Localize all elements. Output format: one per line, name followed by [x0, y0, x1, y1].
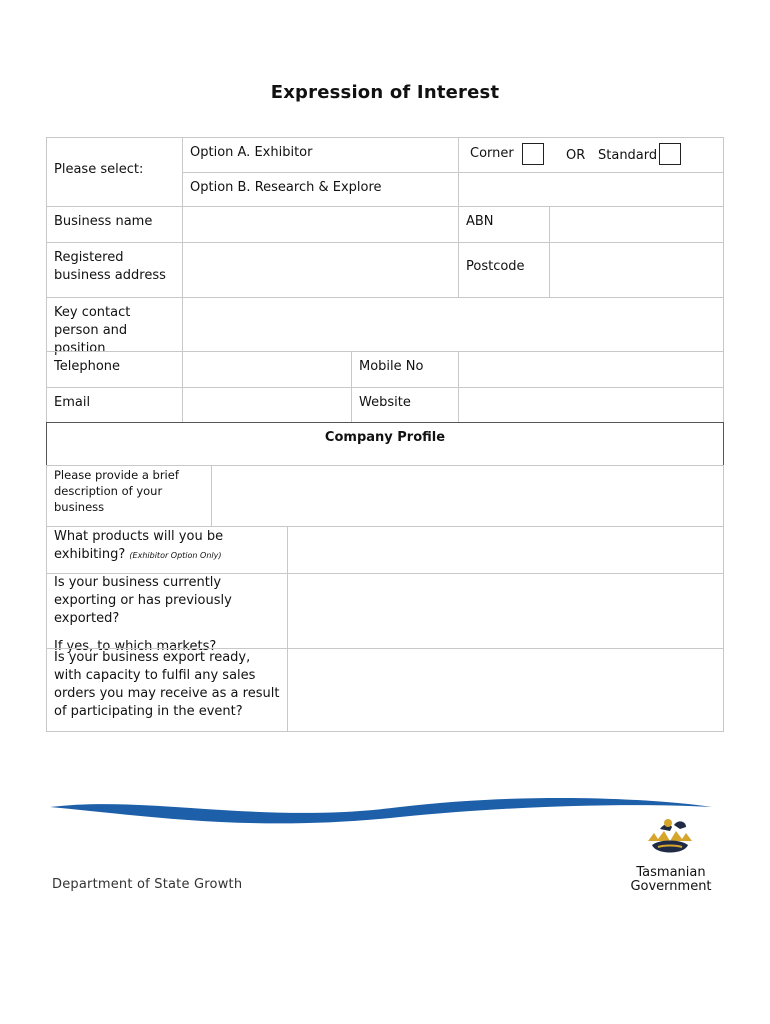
- export-ready-label-cell: [46, 648, 288, 732]
- export-ready-label: Is your business export ready, with capacity to fulfil any sales orders you may receive as a result of participating in the event?: [54, 650, 280, 719]
- option-b-cell[interactable]: [182, 172, 459, 207]
- business-name-label-cell: [46, 206, 183, 243]
- company-profile-title: Company Profile: [324, 430, 446, 445]
- exporting-label: Is your business currently exporting or has previously exported?: [54, 575, 232, 626]
- exporting-label-cell: [46, 573, 288, 654]
- telephone-field[interactable]: [182, 351, 352, 388]
- abn-label-cell: [458, 206, 550, 243]
- government-wordmark: [624, 866, 718, 894]
- address-label-cell: [46, 242, 183, 298]
- key-contact-field[interactable]: [182, 297, 724, 352]
- or-label: OR: [566, 148, 586, 163]
- products-label-cell: [46, 526, 288, 574]
- key-contact-label-cell: [46, 297, 183, 356]
- exporting-field[interactable]: [287, 573, 724, 649]
- telephone-label-cell: [46, 351, 183, 388]
- products-note: (Exhibitor Option Only): [129, 551, 222, 560]
- description-label-cell: [46, 465, 212, 527]
- option-b-extra-cell: [458, 172, 724, 207]
- description-label: Please provide a brief description of your business: [54, 468, 179, 514]
- export-ready-field[interactable]: [287, 648, 724, 732]
- business-name-field[interactable]: [182, 206, 459, 243]
- please-select-label: Please select:: [54, 162, 144, 177]
- standard-checkbox[interactable]: [659, 143, 681, 165]
- gov-line-1: Tasmanian: [636, 865, 706, 880]
- postcode-field[interactable]: [549, 242, 724, 298]
- markets-label: If yes, to which markets?: [54, 639, 217, 654]
- address-field[interactable]: [182, 242, 459, 298]
- abn-field[interactable]: [549, 206, 724, 243]
- products-field[interactable]: [287, 526, 724, 574]
- email-field[interactable]: [182, 387, 352, 423]
- option-a-cell[interactable]: [182, 137, 459, 173]
- gov-line-2: Government: [630, 879, 712, 894]
- mobile-field[interactable]: [458, 351, 724, 388]
- standard-label: Standard: [598, 148, 658, 163]
- company-profile-heading: [46, 422, 724, 466]
- website-label-cell: [351, 387, 459, 423]
- key-contact-label: Key contact person and position: [54, 305, 131, 356]
- mobile-label: Mobile No: [359, 359, 424, 374]
- products-label: What products will you be exhibiting?: [54, 529, 224, 562]
- abn-label: ABN: [466, 214, 494, 229]
- corner-checkbox[interactable]: [522, 143, 544, 165]
- swoosh-path: [50, 798, 712, 823]
- please-select-label-cell: [46, 137, 183, 207]
- page-title: Expression of Interest: [270, 82, 500, 103]
- postcode-label-cell: [458, 242, 550, 298]
- department-name: Department of State Growth: [52, 877, 243, 892]
- option-b-label: Option B. Research & Explore: [190, 180, 382, 195]
- option-a-label: Option A. Exhibitor: [190, 145, 313, 160]
- address-label: Registered business address: [54, 250, 166, 283]
- website-field[interactable]: [458, 387, 724, 423]
- postcode-label: Postcode: [466, 259, 525, 274]
- mobile-label-cell: [351, 351, 459, 388]
- tasmanian-government-logo-icon: [640, 815, 700, 865]
- description-field[interactable]: [211, 465, 724, 527]
- website-label: Website: [359, 395, 411, 410]
- telephone-label: Telephone: [54, 359, 121, 374]
- email-label: Email: [54, 395, 91, 410]
- corner-label: Corner: [470, 146, 514, 161]
- business-name-label: Business name: [54, 214, 153, 229]
- email-label-cell: [46, 387, 183, 423]
